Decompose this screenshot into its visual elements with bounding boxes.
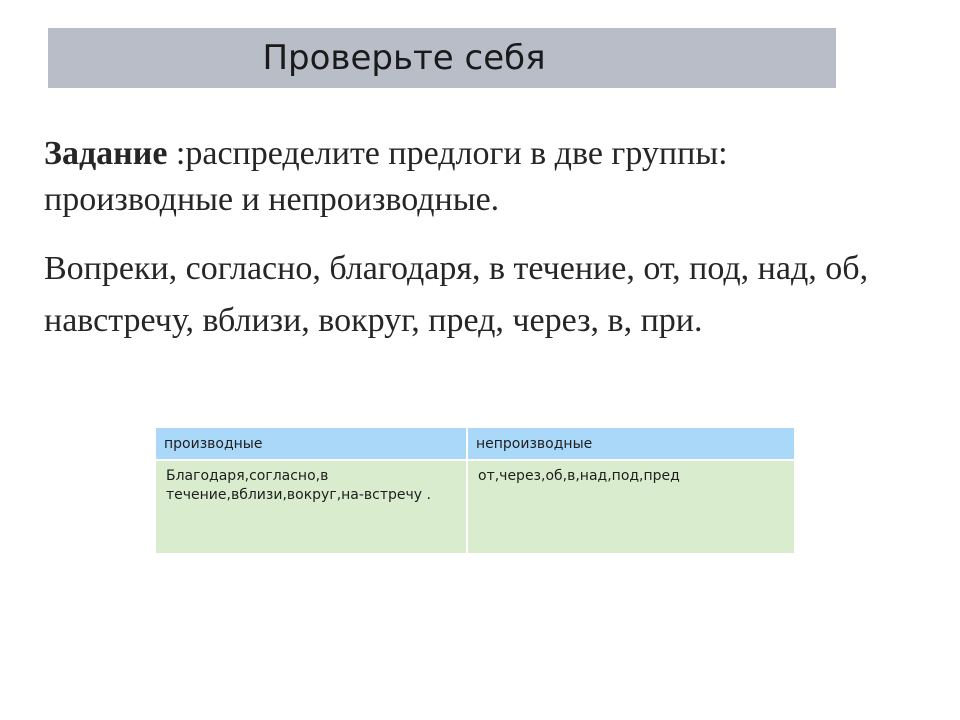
task-description: :распределите предлоги в две группы: производные и непроизводные. [44, 135, 728, 218]
slide-title: Проверьте себя [262, 38, 546, 78]
task-text [44, 131, 874, 223]
title-bar [48, 28, 836, 88]
task-label: Задание [44, 135, 168, 172]
table-row [156, 461, 794, 553]
prepositions-list: Вопреки, согласно, благодаря, в течение, от, под, над, об, навстречу, вблизи, вокруг, пред, через, в, при. [44, 250, 869, 339]
table-header-row [156, 428, 794, 461]
header-non-derived: непроизводные [468, 428, 794, 461]
answer-table [156, 428, 794, 553]
cell-non-derived: от,через,об,в,над,под,пред [468, 461, 794, 553]
header-derived: производные [156, 428, 468, 461]
cell-derived: Благодаря,согласно,в течение,вблизи,вокруг,на-встречу . [156, 461, 468, 553]
